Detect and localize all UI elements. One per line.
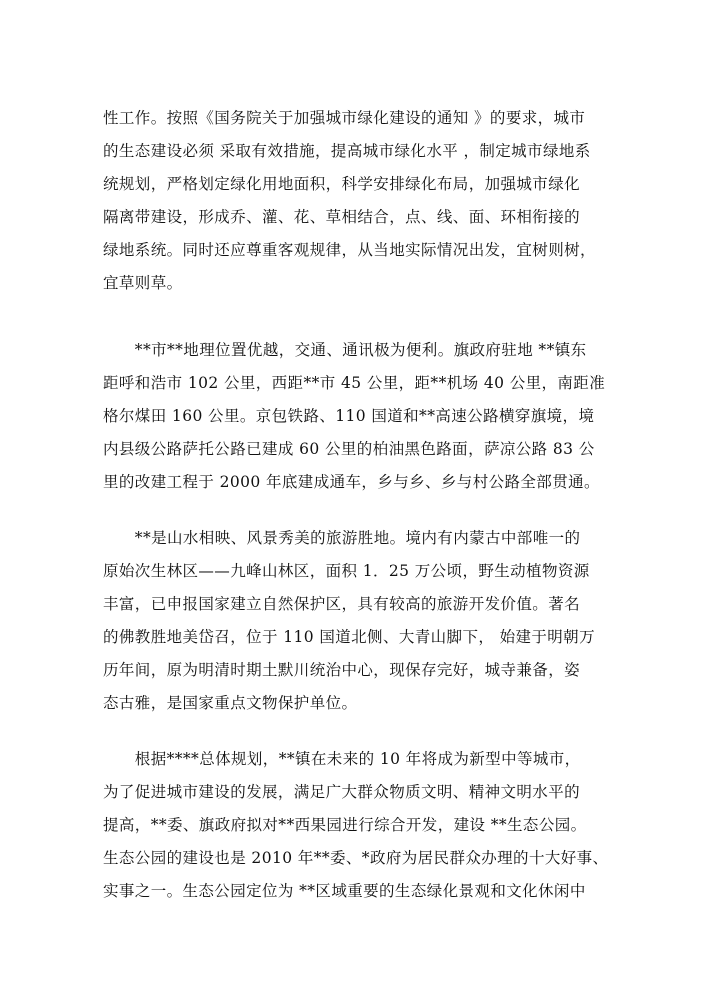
text-line: 丰富，已申报国家建立自然保护区，具有较高的旅游开发价值。著名 xyxy=(103,595,581,613)
text-line: 提高，**委、旗政府拟对**西果园进行综合开发，建设 **生态公园。 xyxy=(103,816,587,834)
paragraph-tourism xyxy=(103,522,623,720)
text-line: 的生态建设必须 采取有效措施，提高城市绿化水平 ，制定城市绿地系 xyxy=(103,142,591,160)
text-line: 距呼和浩市 102 公里，西距**市 45 公里，距**机场 40 公里，南距准 xyxy=(103,374,606,392)
text-line: 隔离带建设，形成乔、灌、花、草相结合，点、线、面、环相衔接的 xyxy=(103,208,581,226)
text-line: 生态公园的建设也是 2010 年**委、*政府为居民群众办理的十大好事、 xyxy=(103,849,609,867)
text-line: **市**地理位置优越，交通、通讯极为便利。旗政府驻地 **镇东 xyxy=(103,341,587,359)
text-line: 统规划，严格划定绿化用地面积，科学安排绿化布局，加强城市绿化 xyxy=(103,175,581,193)
text-line: 绿地系统。同时还应尊重客观规律，从当地实际情况出发，宜树则树， xyxy=(103,241,596,259)
text-line: **是山水相映、风景秀美的旅游胜地。境内有内蒙古中部唯一的 xyxy=(103,529,581,547)
text-line: 内县级公路萨托公路已建成 60 公里的柏油黑色路面，萨凉公路 83 公 xyxy=(103,440,595,458)
text-line: 原始次生林区——九峰山林区，面积 1．25 万公顷，野生动植物资源 xyxy=(103,562,590,580)
text-line: 为了促进城市建设的发展，满足广大群众物质文明、精神文明水平的 xyxy=(103,783,581,801)
text-line: 宜草则草。 xyxy=(103,274,183,292)
paragraph-location-transport xyxy=(103,334,623,499)
text-line: 实事之一。生态公园定位为 **区域重要的生态绿化景观和文化休闲中 xyxy=(103,882,586,900)
text-line: 历年间，原为明清时期土默川统治中心，现保存完好，城寺兼备，姿 xyxy=(103,661,581,679)
text-line: 根据****总体规划，**镇在未来的 10 年将成为新型中等城市， xyxy=(103,750,581,768)
paragraph-eco-park-plan xyxy=(103,743,623,908)
text-line: 里的改建工程于 2000 年底建成通车，乡与乡、乡与村公路全部贯通。 xyxy=(103,473,600,491)
text-line: 性工作。按照《国务院关于加强城市绿化建设的通知 》的要求，城市 xyxy=(103,109,586,127)
text-line: 格尔煤田 160 公里。京包铁路、110 国道和**高速公路横穿旗境，境 xyxy=(103,407,595,425)
paragraph-greening-policy xyxy=(103,102,623,300)
text-line: 态古雅，是国家重点文物保护单位。 xyxy=(103,694,358,712)
text-line: 的佛教胜地美岱召，位于 110 国道北侧、大青山脚下， 始建于明朝万 xyxy=(103,628,595,646)
